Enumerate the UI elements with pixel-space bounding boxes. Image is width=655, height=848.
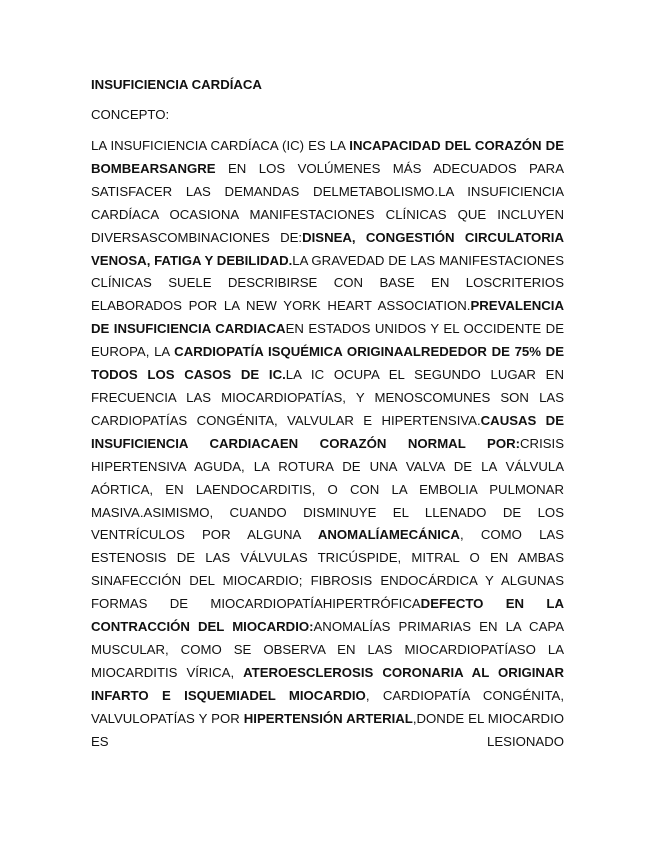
bold-text-run: ATEROESCLEROSIS CORONARIA AL ORIGINAR INFARTO E ISQUEMIADEL MIOCARDIO: [91, 664, 564, 703]
text-run: LA IC OCUPA EL SEGUNDO LUGAR EN FRECUENCIA LAS MIOCARDIOPATÍAS, Y MENOSCOMUNES SON LAS CARDIOPATÍAS CONGÉNITA, VALVULAR E HIPERTENSIVA.: [91, 367, 565, 428]
text-run: EN LOS VOLÚMENES MÁS ADECUADOS PARA SATISFACER LAS DEMANDAS DELMETABOLISMO.LA INSUFICIENCIA CARDÍACA OCASIONA MANIFESTACIONES CLÍNICAS QUE INCLUYEN DIVERSASCOMBINACIONES DE:: [91, 160, 564, 245]
bold-text-run: HIPERTENSIÓN ARTERIAL: [243, 710, 413, 726]
bold-text-run: ANOMALÍAMECÁNICA: [317, 527, 460, 543]
text-run: ANOMALÍAS PRIMARIAS EN LA CAPA MUSCULAR, COMO SE OBSERVA EN LAS MIOCARDIOPATÍASO LA MIOCARDITIS VÍRICA,: [91, 619, 564, 680]
bold-text-run: DISNEA, CONGESTIÓN CIRCULATORIA VENOSA, FATIGA Y DEBILIDAD.: [91, 229, 564, 268]
bold-text-run: CAUSAS DE INSUFICIENCIA CARDIACAEN CORAZÓN NORMAL POR:: [91, 412, 564, 451]
bold-text-run: DEFECTO EN LA CONTRACCIÓN DEL MIOCARDIO:: [91, 596, 564, 635]
document-page: [91, 74, 564, 753]
bold-text-run: INCAPACIDAD DEL CORAZÓN DE BOMBEARSANGRE: [91, 138, 564, 176]
bold-text-run: CARDIOPATÍA ISQUÉMICA ORIGINAALREDEDOR DE 75% DE TODOS LOS CASOS DE IC.: [91, 344, 564, 383]
text-run: LA GRAVEDAD DE LAS MANIFESTACIONES CLÍNICAS SUELE DESCRIBIRSE CON BASE EN LOSCRITERIOS ELABORADOS POR LA NEW YORK HEART ASSOCIATION.: [91, 252, 564, 314]
text-run: , CARDIOPATÍA CONGÉNITA, VALVULOPATÍAS Y POR: [91, 687, 564, 726]
bold-text-run: PREVALENCIA DE INSUFICIENCIA CARDIACA: [91, 298, 564, 337]
text-run: , COMO LAS ESTENOSIS DE LAS VÁLVULAS TRICÚSPIDE, MITRAL O EN AMBAS SINAFECCIÓN DEL MIOCARDIO; FIBROSIS ENDOCÁRDICA Y ALGUNAS FORMAS DE MIOCARDIOPATÍAHIPERTRÓFICA: [91, 527, 564, 612]
text-run: EN ESTADOS UNIDOS Y EL OCCIDENTE DE EUROPA, LA: [91, 321, 565, 360]
section-heading: CONCEPTO:: [91, 107, 170, 122]
body-paragraph: [91, 135, 564, 753]
text-run: ,DONDE EL MIOCARDIO ES LESIONADO: [91, 710, 564, 749]
text-run: LA INSUFICIENCIA CARDÍACA (IC) ES LA: [91, 138, 350, 153]
text-run: CRISIS HIPERTENSIVA AGUDA, LA ROTURA DE UNA VALVA DE LA VÁLVULA AÓRTICA, EN LAENDOCARDITIS, O CON LA EMBOLIA PULMONAR MASIVA.ASIMISMO, CUANDO DISMINUYE EL LLENADO DE LOS VENTRÍCULOS POR ALGUNA: [91, 435, 564, 543]
document-title: INSUFICIENCIA CARDÍACA: [91, 77, 262, 92]
